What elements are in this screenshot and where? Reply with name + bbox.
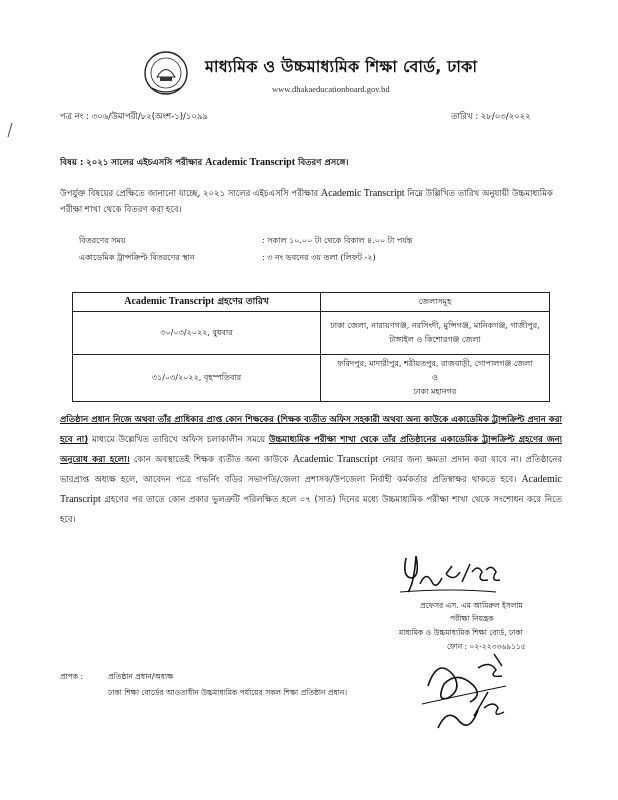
signatory-name: প্রফেসর এস. এম আমিরুল ইসলাম — [420, 601, 523, 610]
instructions-paragraph — [60, 410, 562, 530]
row-districts — [321, 312, 550, 355]
recipient-label: প্রাপক : — [60, 672, 84, 681]
schedule-header-row — [73, 293, 550, 312]
table-row — [73, 355, 550, 402]
instruction-bold-1: প্রতিষ্ঠান প্রধান নিজে অথবা তাঁর প্রাধিকার প্রাপ্ত কোন শিক্ষকের (শিক্ষক ব্যতীত অফিস সহকারী অথবা অন্য কাউকে একাডেমিক ট্রান্সক্রিপ্ট প্রদান করা হবে না) — [60, 415, 562, 445]
instruction-text-2: কোন অবস্থাতেই শিক্ষক ব্যতীত অন্য কাউকে — [133, 455, 289, 465]
row-districts-line: টাঙ্গাইল ও কিশোরগঞ্জ জেলা — [389, 335, 481, 344]
subject-prefix: বিষয় : ২০২১ সালের এইচএসসি পরীক্ষার — [60, 158, 203, 168]
memo-date: তারিখ : ২৮/০৩/২০২২ — [451, 112, 531, 122]
instruction-en-2: Academic Transcript — [60, 474, 562, 505]
row-districts-line: ও — [432, 373, 438, 382]
row-districts-line: ঢাকা জেলা, নারায়ণগঞ্জ, নরসিংদী, মুন্সিগঞ্জ, মানিকগঞ্জ, গাজীপুর, — [330, 321, 540, 330]
memo-number: পত্র নং : ৩০৬/উমাপরী/৮২(অংশ-১)/১০৯৯ — [60, 112, 208, 122]
intro-part1: উপর্যুক্ত বিষয়ের প্রেক্ষিতে জানানো যাচ্ছে, ২০২১ সালের এইচএসসি পরীক্ষার — [60, 189, 319, 199]
distribution-time-label: বিতরণের সময় — [79, 236, 126, 245]
recipient-line: ঢাকা শিক্ষা বোর্ডের আওতাধীন উচ্চমাধ্যমিক পর্যায়ের সকল শিক্ষা প্রতিষ্ঠান প্রধান। — [108, 688, 348, 697]
table-row — [73, 312, 550, 355]
row-districts-line: ঢাকা মহানগর — [413, 387, 457, 396]
signatory-phone: ফোন : ০২-২২৩৩৬৯১১৫ — [447, 642, 526, 651]
board-seal-logo — [143, 50, 189, 96]
recipient-line: প্রতিষ্ঠান প্রধান/অধ্যক্ষ — [108, 672, 174, 681]
distribution-place-label: একাডেমিক ট্রান্সক্রিপ্ট বিতরণের স্থান — [79, 253, 195, 262]
header-date-en: Academic Transcript — [124, 296, 215, 307]
row-districts-line: ফরিদপুর, মাদারীপুর, শরীয়তপুর, রাজবাড়ী, গোপালগঞ্জ জেলা — [337, 359, 533, 368]
row-districts — [321, 355, 550, 402]
instruction-en-1: Academic Transcript — [292, 454, 378, 465]
signatory-office: মাধ্যমিক ও উচ্চমাধ্যমিক শিক্ষা বোর্ড, ঢাকা — [399, 628, 523, 637]
signatory-designation: পরীক্ষা নিয়ন্ত্রক — [450, 614, 494, 623]
row-date: ৩১/০৩/২০২২, বৃহস্পতিবার — [73, 355, 321, 402]
distribution-time-value: : সকাল ১০.০০ টা থেকে বিকাল ৪.০০ টা পর্যন্ত — [262, 236, 413, 245]
subject-en: Academic Transcript — [205, 157, 296, 168]
board-name: মাধ্যমিক ও উচ্চমাধ্যমিক শিক্ষা বোর্ড, ঢাকা — [205, 57, 478, 76]
distribution-place-value: : ৩ নং ভবনের ৩য় তলা (লিফট -২) — [262, 253, 376, 262]
instruction-text-1: মাধ্যমে উল্লেখিত তারিখে অফিস চলাকালীন সময়ে — [91, 435, 266, 445]
instruction-text-4: গ্রহণের পর তাতে কোন প্রকার ভুলত্রুটি পরিলক্ষিত হলে ০৭ (সাত) দিনের মধ্যে উচ্চমাধ্যমিক পরীক্ষা শাখা থেকে সংশোধন করে নিতে হবে। — [60, 495, 563, 525]
controller-signature — [392, 548, 502, 598]
board-website[interactable]: www.dhakaeducationboard.gov.bd — [272, 84, 390, 94]
subject-suffix: বিতরণ প্রসঙ্গে। — [298, 158, 349, 168]
header-districts: জেলাসমূহ — [321, 293, 550, 312]
header-date-bn: গ্রহণের তারিখ — [217, 297, 269, 307]
schedule-table — [72, 292, 550, 402]
margin-mark — [6, 122, 14, 138]
row-date: ৩০/০৩/২০২২, বুধবার — [73, 312, 321, 355]
intro-paragraph — [60, 186, 560, 218]
intro-part2: নিম্নে উল্লিখিত তারিখ অনুযায়ী উচ্চমাধ্যমিক পরীক্ষা শাখা থেকে বিতরণ করা হবে। — [60, 189, 553, 215]
subject-line — [60, 156, 348, 170]
intro-en: Academic Transcript — [320, 188, 405, 199]
instruction-bold-2: উচ্চমাধ্যমিক পরীক্ষা শাখা থেকে তাঁর প্রতিষ্ঠানের একাডেমিক ট্রান্সক্রিপ্ট গ্রহণের জন্য অনুরোধ করা হলো। — [60, 435, 563, 465]
second-signature — [418, 646, 510, 738]
instruction-text-3: নেয়ার জন্য ক্ষমতা প্রদান করা যাবে না। প্রতিষ্ঠানের ভারপ্রাপ্ত অধ্যক্ষ হলে, আবেদন পত্রে গভর্নিং বডির সভাপতি/জেলা প্রশাসক/উপজেলা নির্বাহী কর্মকর্তার প্রতিস্বাক্ষর থাকতে হবে। — [60, 455, 563, 485]
header-date — [73, 293, 321, 312]
